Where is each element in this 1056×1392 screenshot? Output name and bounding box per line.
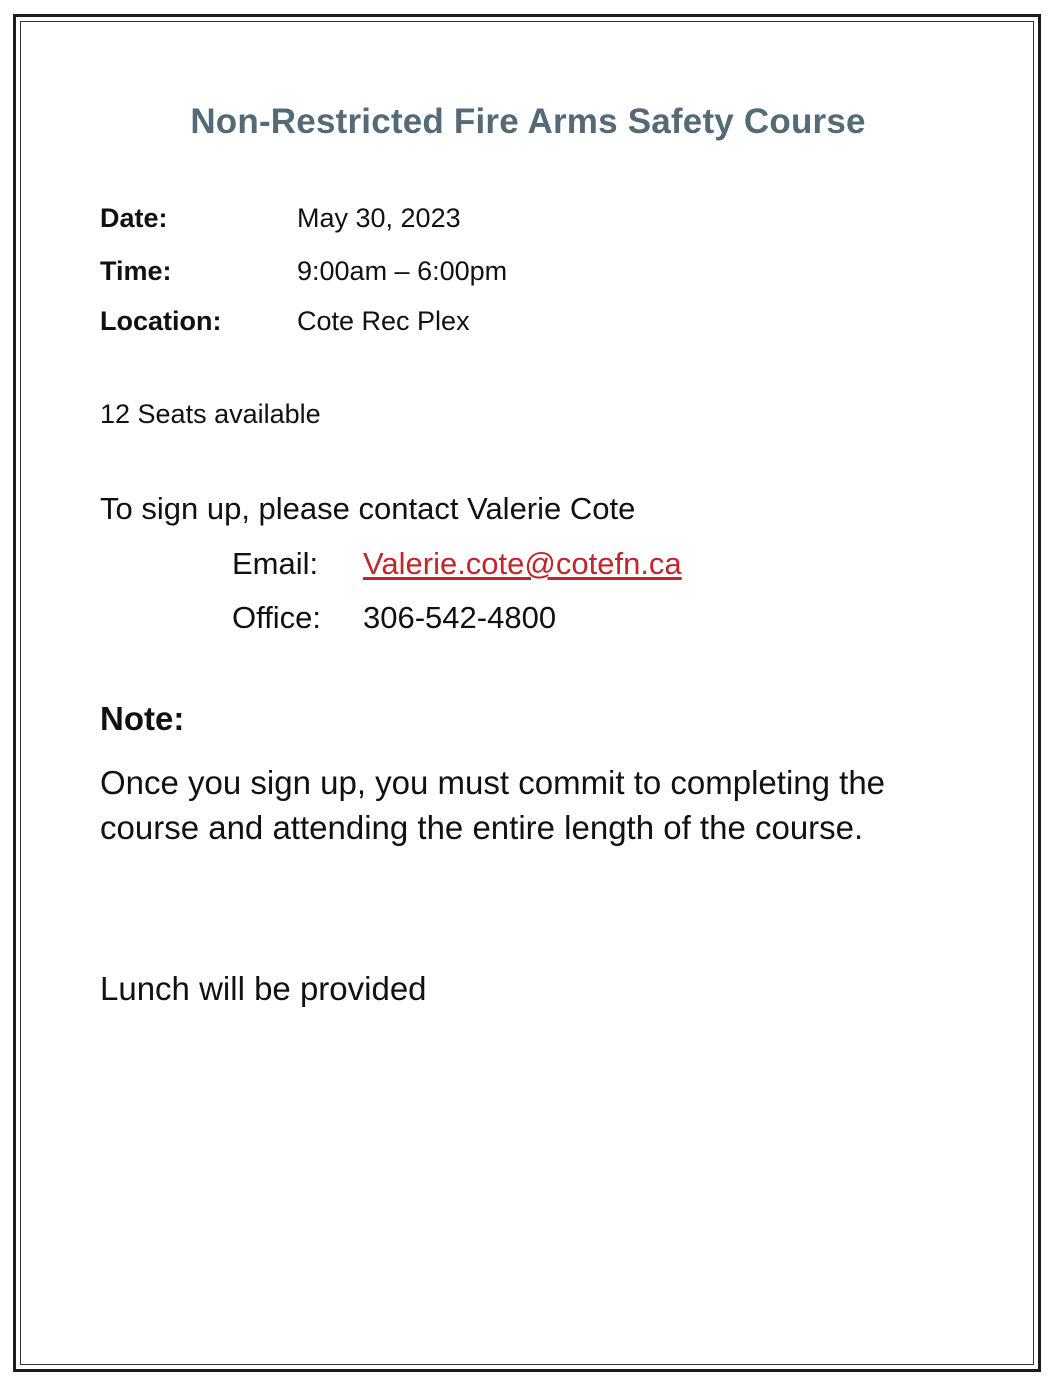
email-value-container <box>363 546 682 582</box>
office-label: Office: <box>232 600 322 635</box>
time-label: Time: <box>100 256 172 286</box>
date-value: May 30, 2023 <box>297 203 461 233</box>
note-body: Once you sign up, you must commit to completing the course and attending the entire length of the course. <box>100 764 886 846</box>
page-title: Non-Restricted Fire Arms Safety Course <box>190 102 866 141</box>
note-heading: Note: <box>100 700 185 737</box>
signup-instruction: To sign up, please contact Valerie Cote <box>100 491 636 526</box>
office-phone: 306-542-4800 <box>363 600 557 635</box>
date-label: Date: <box>100 203 168 233</box>
lunch-notice: Lunch will be provided <box>100 970 427 1007</box>
seats-available: 12 Seats available <box>100 399 321 429</box>
location-label: Location: <box>100 306 222 336</box>
email-label: Email: <box>232 546 319 581</box>
time-value: 9:00am – 6:00pm <box>297 256 508 286</box>
page-border-inner <box>20 21 1034 1365</box>
email-link[interactable]: Valerie.cote@cotefn.ca <box>363 546 682 581</box>
location-value: Cote Rec Plex <box>297 306 470 336</box>
